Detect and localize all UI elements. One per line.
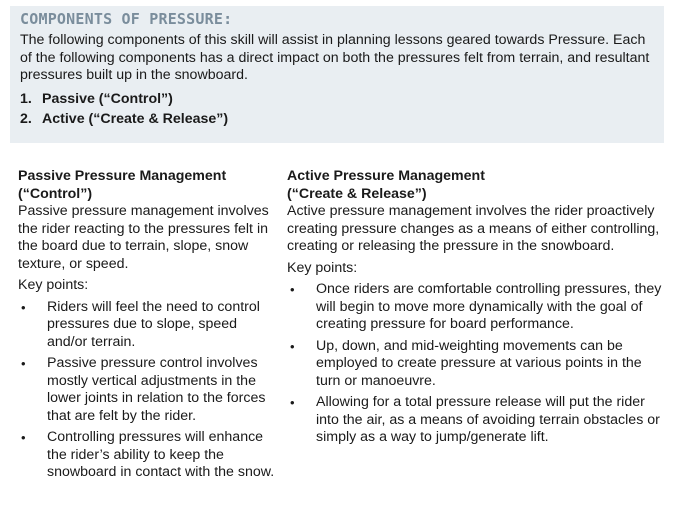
bullet-icon: • (21, 356, 26, 371)
list-item (18, 355, 280, 425)
components-list (20, 89, 652, 129)
passive-heading (18, 168, 280, 203)
passive-body: Passive pressure management involves the rider reacting to the pressures felt in the board due to terrain, slope, snow texture, or speed. (18, 203, 269, 272)
list-item (287, 338, 667, 391)
list-item (287, 281, 667, 334)
list-number: 2. (20, 110, 32, 127)
callout-body: The following components of this skill will assist in planning lessons geared towards Pressure. Each of the following components has a direct impact on both the pressures felt from terrain, and resultant pressures built up in the snowboard. (20, 32, 650, 83)
passive-heading-line2: (“Control”) (18, 185, 93, 202)
active-heading-line2: (“Create & Release”) (287, 185, 427, 202)
point-text: Allowing for a total pressure release will put the rider into the air, as a means of avoiding terrain obstacles or simply as a way to jump/generate lift. (316, 394, 660, 445)
point-text: Riders will feel the need to control pressures due to slope, speed and/or terrain. (47, 298, 260, 350)
list-label: Active (“Create & Release”) (42, 110, 229, 127)
bullet-icon: • (290, 338, 295, 354)
point-text: Up, down, and mid-weighting movements can be employed to create pressure at various points in the turn or manoeuvre. (316, 337, 642, 389)
point-text: Passive pressure control involves mostly vertical adjustments in the lower joints in relation to the forces that are felt by the rider. (47, 355, 266, 424)
passive-column (18, 168, 280, 486)
active-heading (287, 168, 667, 203)
passive-heading-line1: Passive Pressure Management (18, 168, 227, 184)
callout-title: COMPONENTS OF PRESSURE: (20, 10, 233, 28)
list-item (18, 299, 280, 352)
bullet-icon: • (21, 430, 26, 445)
list-item (287, 394, 667, 447)
point-text: Controlling pressures will enhance the rider’s ability to keep the snowboard in contact with the snow. (47, 429, 275, 480)
active-key-points (287, 281, 667, 447)
bullet-icon: • (21, 299, 26, 315)
active-key-points-label: Key points: (287, 259, 358, 276)
active-body: Active pressure management involves the rider proactively creating pressure changes as a means of either controlling, creating or releasing the pressure in the snowboard. (287, 203, 660, 254)
active-heading-line1: Active Pressure Management (287, 168, 485, 184)
list-item (18, 429, 280, 482)
list-label: Passive (“Control”) (42, 90, 173, 107)
bullet-icon: • (290, 395, 295, 410)
passive-key-points-label: Key points: (18, 277, 89, 293)
bullet-icon: • (290, 282, 295, 297)
components-callout (10, 6, 664, 143)
list-number: 1. (20, 90, 32, 107)
passive-key-points (18, 299, 280, 482)
point-text: Once riders are comfortable controlling pressures, they will begin to move more dynamically with the goal of creating pressure for board performance. (316, 281, 662, 332)
list-item (20, 109, 652, 129)
list-item (20, 89, 652, 109)
active-column (287, 168, 667, 451)
